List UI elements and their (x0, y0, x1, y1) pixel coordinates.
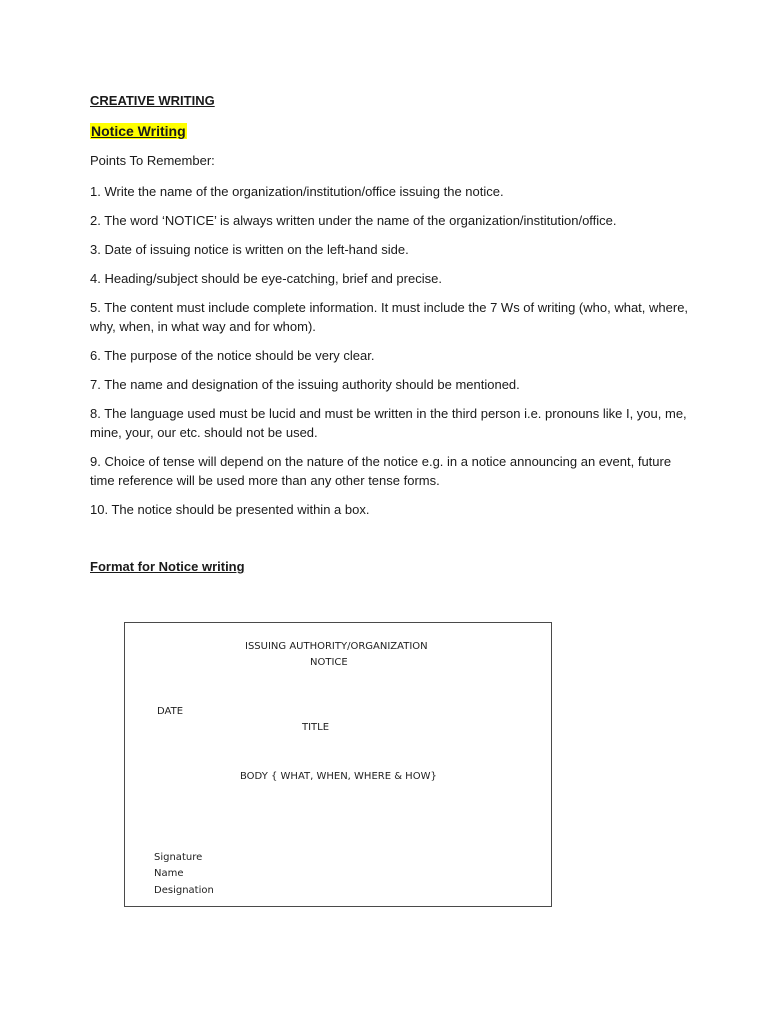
point-item: 2. The word ‘NOTICE’ is always written under the name of the organization/institution/office. (90, 213, 617, 228)
notice-designation: Designation (154, 885, 214, 896)
notice-word: NOTICE (310, 657, 348, 668)
notice-format-box (124, 622, 552, 907)
point-item: 3. Date of issuing notice is written on the left-hand side. (90, 242, 409, 257)
point-item: 7. The name and designation of the issuing authority should be mentioned. (90, 377, 520, 392)
point-item: 1. Write the name of the organization/institution/office issuing the notice. (90, 184, 504, 199)
notice-signature: Signature (154, 852, 203, 863)
notice-name: Name (154, 868, 184, 879)
section-title-highlighted: Notice Writing (91, 123, 186, 139)
point-item: 6. The purpose of the notice should be very clear. (90, 348, 375, 363)
point-item: 9. Choice of tense will depend on the nature of the notice e.g. in a notice announcing an event, future time reference will be used more than any other tense forms. (90, 454, 672, 488)
points-intro: Points To Remember: (90, 153, 215, 168)
notice-date: DATE (157, 706, 184, 717)
document-heading: CREATIVE WRITING (90, 93, 215, 108)
notice-body: BODY { WHAT, WHEN, WHERE & HOW} (240, 771, 437, 782)
point-item: 8. The language used must be lucid and must be written in the third person i.e. pronouns like I, you, me, mine, your, our etc. should not be used. (90, 406, 687, 440)
format-heading: Format for Notice writing (90, 559, 245, 574)
notice-issuer: ISSUING AUTHORITY/ORGANIZATION (245, 641, 428, 652)
point-item: 10. The notice should be presented within a box. (90, 502, 370, 517)
notice-title: TITLE (302, 722, 330, 733)
point-item: 5. The content must include complete information. It must include the 7 Ws of writing (who, what, where, why, when, in what way and for whom). (90, 300, 689, 334)
point-item: 4. Heading/subject should be eye-catching, brief and precise. (90, 271, 442, 286)
